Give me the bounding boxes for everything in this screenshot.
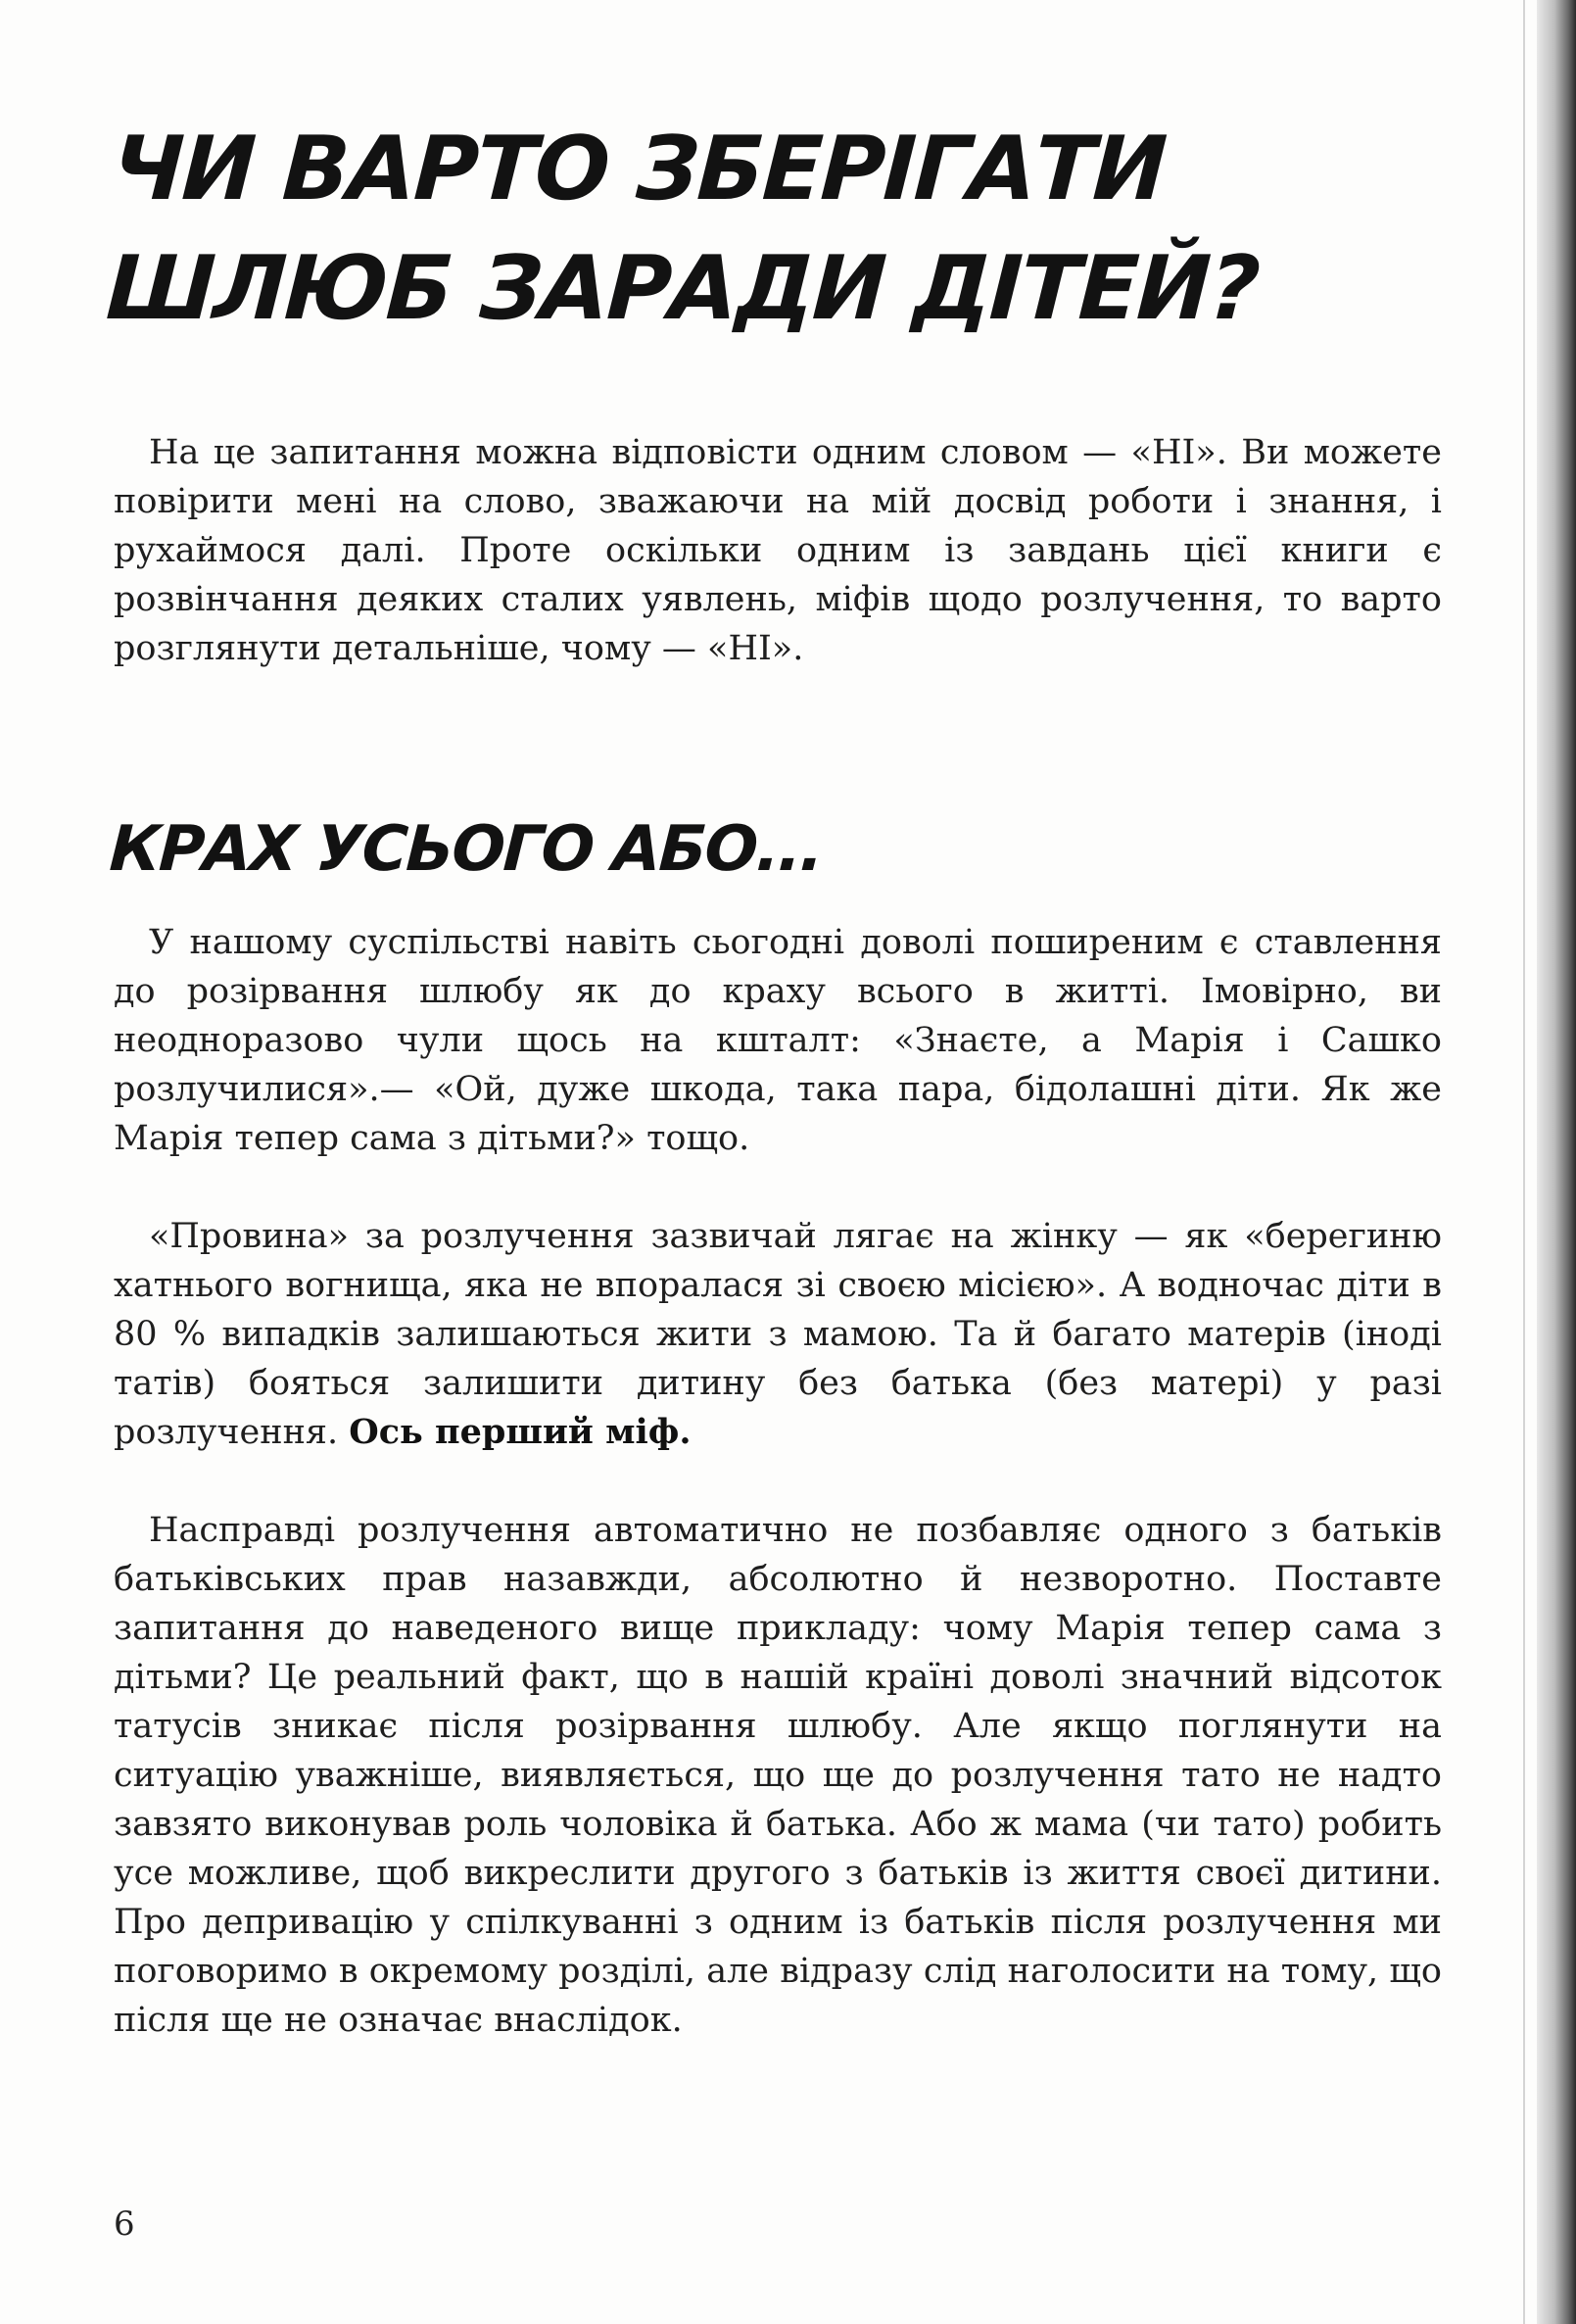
paragraph-blame [114,1212,1442,1457]
page-binding-line [1523,0,1525,2324]
chapter-title: ЧИ ВАРТО ЗБЕРІГАТИ ШЛЮБ ЗАРАДИ ДІТЕЙ? [104,118,1262,340]
first-myth-emphasis: Ось перший міф. [349,1412,692,1452]
page-number: 6 [114,2204,135,2244]
page-binding-shadow [1537,0,1576,2324]
paragraph-society: У нашому суспільстві навіть сьогодні доволі поширеним є ставлення до розірвання шлюбу як до краху всього в житті. Імовірно, ви неодноразово чули щось на кшталт: «Знаєте, а Марія і Сашко розлучилися».— «Ой, дуже шкода, така пара, бідолашні діти. Як же Марія тепер сама з дітьми?» тощо. [114,923,1442,1158]
paragraph-intro: На це запитання можна відповісти одним словом — «НІ». Ви можете повірити мені на слово, зважаючи на мій досвід роботи і знання, і рухаймося далі. Проте оскільки одним із завдань цієї книги є розвінчання деяких сталих уявлень, міфів щодо розлучення, то варто розглянути детальніше, чому — «НІ». [114,433,1442,668]
paragraph-blame-text: «Провина» за розлучення зазвичай лягає на жінку — як «берегиню хатнього вогнища, яка не впоралася зі своєю місією». А водночас діти в 80 % випадків залишаються жити з мамою. Та й багато матерів (іноді татів) бояться залишити дитину без батька (без матері) у разі розлучення. [114,1217,1442,1452]
paragraph-divorce-rights: Насправді розлучення автоматично не позбавляє одного з батьків батьківських прав назавжди, абсолютно й незворотно. Поставте запитання до наведеного вище прикладу: чому Марія тепер сама з дітьми? Це реальний факт, що в нашій країні доволі значний відсоток татусів зникає після розірвання шлюбу. Але якщо поглянути на ситуацію уважніше, виявляється, що ще до розлучення тато не надто завзято виконував роль чоловіка й батька. Або ж мама (чи тато) робить усе можливе, щоб викреслити другого з батьків із життя своєї дитини. Про депривацію у спілкуванні з одним із батьків після розлучення ми поговоримо в окремому розділі, але відразу слід наголосити на тому, що після ще не означає внаслідок. [114,1511,1442,2040]
section-heading: КРАХ УСЬОГО АБО... [108,813,824,886]
